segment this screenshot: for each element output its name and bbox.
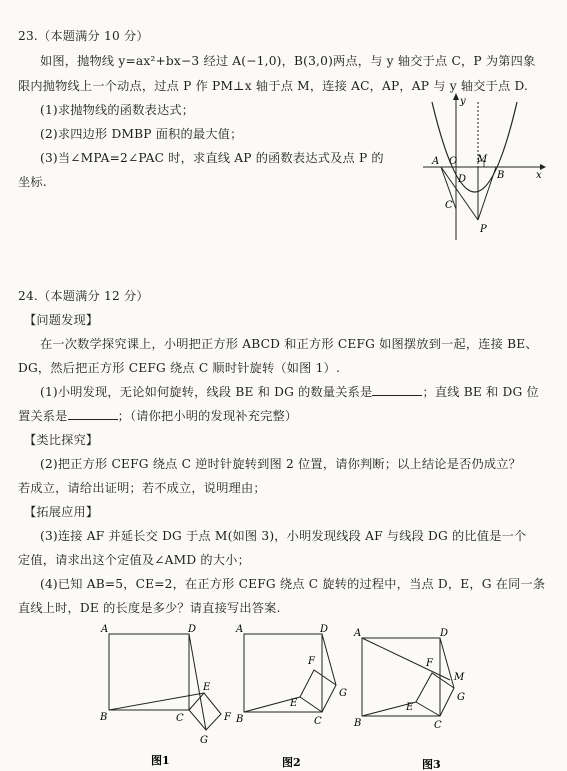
figure-1-caption: 图1 (151, 754, 170, 767)
label-c: C (445, 200, 453, 211)
segment-af-extended (362, 638, 450, 680)
q24-part3-line1: (3)连接 AF 并延长交 DG 于点 M(如图 3)，小明发现线段 AF 与线段 DG 的比值是一个 (40, 529, 527, 543)
square-abcd (109, 634, 189, 710)
label-g: G (339, 688, 347, 699)
q23-part1: (1)求抛物线的函数表达式； (40, 103, 195, 117)
label-d: D (320, 624, 329, 635)
q23-part3: (3)当∠MPA=2∠PAC 时，求直线 AP 的函数表达式及点 P 的 (40, 151, 384, 165)
q24-part1-line2 (18, 407, 297, 424)
square-abcd (362, 638, 440, 716)
label-e: E (290, 698, 298, 709)
label-e: E (406, 702, 414, 713)
q24-part1-text-c: 置关系是 (18, 409, 68, 423)
q23-header: 23.（本题满分 10 分） (18, 29, 149, 43)
answer-blank-2[interactable] (68, 409, 118, 420)
label-e: E (203, 682, 211, 693)
label-c: C (314, 716, 322, 727)
q24-figure-1 (96, 620, 244, 770)
label-m: M (477, 154, 488, 165)
q24-header: 24.（本题满分 12 分） (18, 289, 149, 303)
square-abcd (244, 634, 322, 712)
q23-part2: (2)求四边形 DMBP 面积的最大值； (40, 127, 243, 141)
square-cefg (300, 670, 336, 712)
label-d: D (188, 624, 197, 635)
q24-section-analogy: 【类比探究】 (24, 433, 99, 447)
segment-pb (478, 167, 496, 220)
label-f: F (308, 656, 315, 667)
q24-section-extension: 【拓展应用】 (24, 505, 99, 519)
q24-part1-text-d: ；（请你把小明的发现补充完整） (117, 409, 298, 423)
label-a: A (354, 628, 362, 639)
label-a: A (432, 156, 440, 167)
segment-be (109, 693, 204, 710)
label-f: F (426, 658, 433, 669)
q24-part1-line1 (40, 383, 539, 400)
label-d: D (440, 628, 449, 639)
label-d: D (458, 174, 467, 185)
label-a: A (236, 624, 244, 635)
q24-part2-line1: (2)把正方形 CEFG 绕点 C 逆时针旋转到图 2 位置，请你判断；以上结论是否仍成立？ (40, 457, 522, 471)
label-b: B (354, 718, 362, 729)
q24-part2-line2: 若成立，请给出证明；若不成立，说明理由； (18, 481, 266, 495)
label-c: C (176, 713, 184, 724)
q23-intro-line1: 如图，抛物线 y=ax²+bx−3 经过 A(−1,0)，B(3,0)两点，与 y 轴交于点 C，P 为第四象 (40, 54, 536, 68)
q24-part4-line1: (4)已知 AB=5，CE=2，在正方形 CEFG 绕点 C 旋转的过程中，当点 D，E，G 在同一条 (40, 577, 546, 591)
label-y: y (460, 96, 466, 107)
q24-setup-line2: DG，然后把正方形 CEFG 绕点 C 顺时针旋转（如图 1）. (18, 361, 341, 375)
q24-figure-3 (350, 620, 480, 770)
figure-3-caption: 图3 (422, 758, 441, 770)
q23-part3-cont: 坐标. (18, 175, 47, 189)
label-a: A (101, 624, 109, 635)
label-m: M (454, 672, 465, 683)
segment-dg (440, 638, 454, 688)
q24-section-discovery: 【问题发现】 (24, 313, 99, 327)
y-axis-arrow (453, 93, 459, 100)
label-x: x (536, 170, 542, 181)
label-b: B (497, 170, 505, 181)
answer-blank-1[interactable] (372, 385, 422, 396)
q24-part4-line2: 直线上时，DE 的长度是多少？请直接写出答案. (18, 601, 281, 615)
label-f: F (224, 712, 231, 723)
label-c: C (434, 720, 442, 731)
q23-intro-line2: 限内抛物线上一个动点，过点 P 作 PM⊥x 轴于点 M，连接 AC，AP，AP 与 y 轴交于点 D. (18, 79, 529, 93)
figure-2-caption: 图2 (282, 756, 301, 769)
q23-parabola-figure (418, 92, 546, 242)
q24-figure-2 (232, 620, 357, 770)
q24-part1-text-a: (1)小明发现，无论如何旋转，线段 BE 和 DG 的数量关系是 (40, 385, 373, 399)
label-b: B (236, 714, 244, 725)
label-p: P (480, 224, 487, 235)
label-g: G (200, 735, 208, 746)
label-g: G (457, 692, 465, 703)
q24-setup-line1: 在一次数学探究课上，小明把正方形 ABCD 和正方形 CEFG 如图摆放到一起，连接 BE、 (40, 337, 538, 351)
q24-part1-text-b: ；直线 BE 和 DG 位 (422, 385, 539, 399)
label-o: O (449, 156, 458, 167)
q24-part3-line2: 定值，请求出这个定值及∠AMD 的大小； (18, 553, 250, 567)
label-b: B (100, 712, 108, 723)
